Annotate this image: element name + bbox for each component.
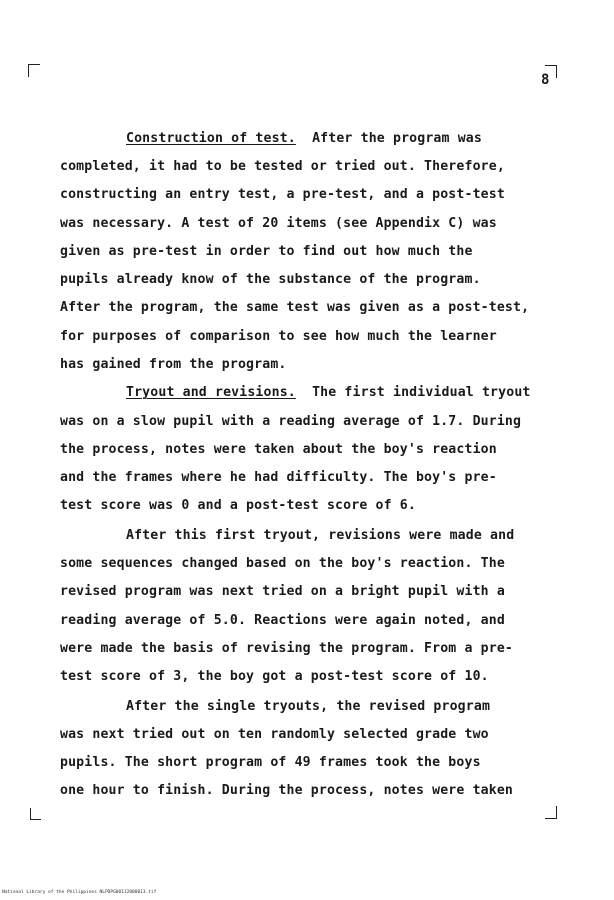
paragraph-line: was on a slow pupil with a reading average of 1.7. During <box>60 414 522 429</box>
paragraph-line: After the single tryouts, the revised program <box>126 699 491 714</box>
paragraph-line: test score of 3, the boy got a post-test score of 10. <box>60 669 489 684</box>
crop-mark-top-left <box>28 64 40 77</box>
scan-footer: National Library of the Philippines NLPDPG00112000013.tif <box>2 890 157 895</box>
paragraph-line: was next tried out on ten randomly selected grade two <box>60 727 489 742</box>
paragraph-line: some sequences changed based on the boy's reaction. The <box>60 556 505 571</box>
paragraph-line: completed, it had to be tested or tried out. Therefore, <box>60 159 505 174</box>
paragraph-line: test score was 0 and a post-test score of 6. <box>60 498 416 513</box>
paragraph-line: one hour to finish. During the process, notes were taken <box>60 783 514 798</box>
paragraph-line: and the frames where he had difficulty. The boy's pre- <box>60 470 497 485</box>
section-heading-tryout: Tryout and revisions. <box>126 385 296 400</box>
paragraph-line: After the program, the same test was given as a post-test, <box>60 300 530 315</box>
page-number: 8 <box>541 72 550 88</box>
crop-mark-bottom-left <box>30 808 41 820</box>
paragraph-line: revised program was next tried on a bright pupil with a <box>60 584 505 599</box>
crop-mark-bottom-right <box>545 806 557 819</box>
paragraph-line: After this first tryout, revisions were made and <box>126 528 515 543</box>
paragraph-line: Tryout and revisions. The first individual tryout <box>126 385 531 400</box>
paragraph-line: were made the basis of revising the program. From a pre- <box>60 641 514 656</box>
paragraph-line: for purposes of comparison to see how much the learner <box>60 329 497 344</box>
paragraph-line: has gained from the program. <box>60 357 287 372</box>
paragraph-line: Construction of test. After the program was <box>126 131 482 146</box>
paragraph-line: was necessary. A test of 20 items (see Appendix C) was <box>60 216 497 231</box>
paragraph-line: given as pre-test in order to find out how much the <box>60 244 473 259</box>
paragraph-line: the process, notes were taken about the boy's reaction <box>60 442 497 457</box>
paragraph-line: pupils. The short program of 49 frames took the boys <box>60 755 481 770</box>
paragraph-line: reading average of 5.0. Reactions were again noted, and <box>60 613 505 628</box>
paragraph-line: constructing an entry test, a pre-test, and a post-test <box>60 187 505 202</box>
paragraph-line: pupils already know of the substance of the program. <box>60 272 481 287</box>
section-heading-construction: Construction of test. <box>126 131 296 146</box>
